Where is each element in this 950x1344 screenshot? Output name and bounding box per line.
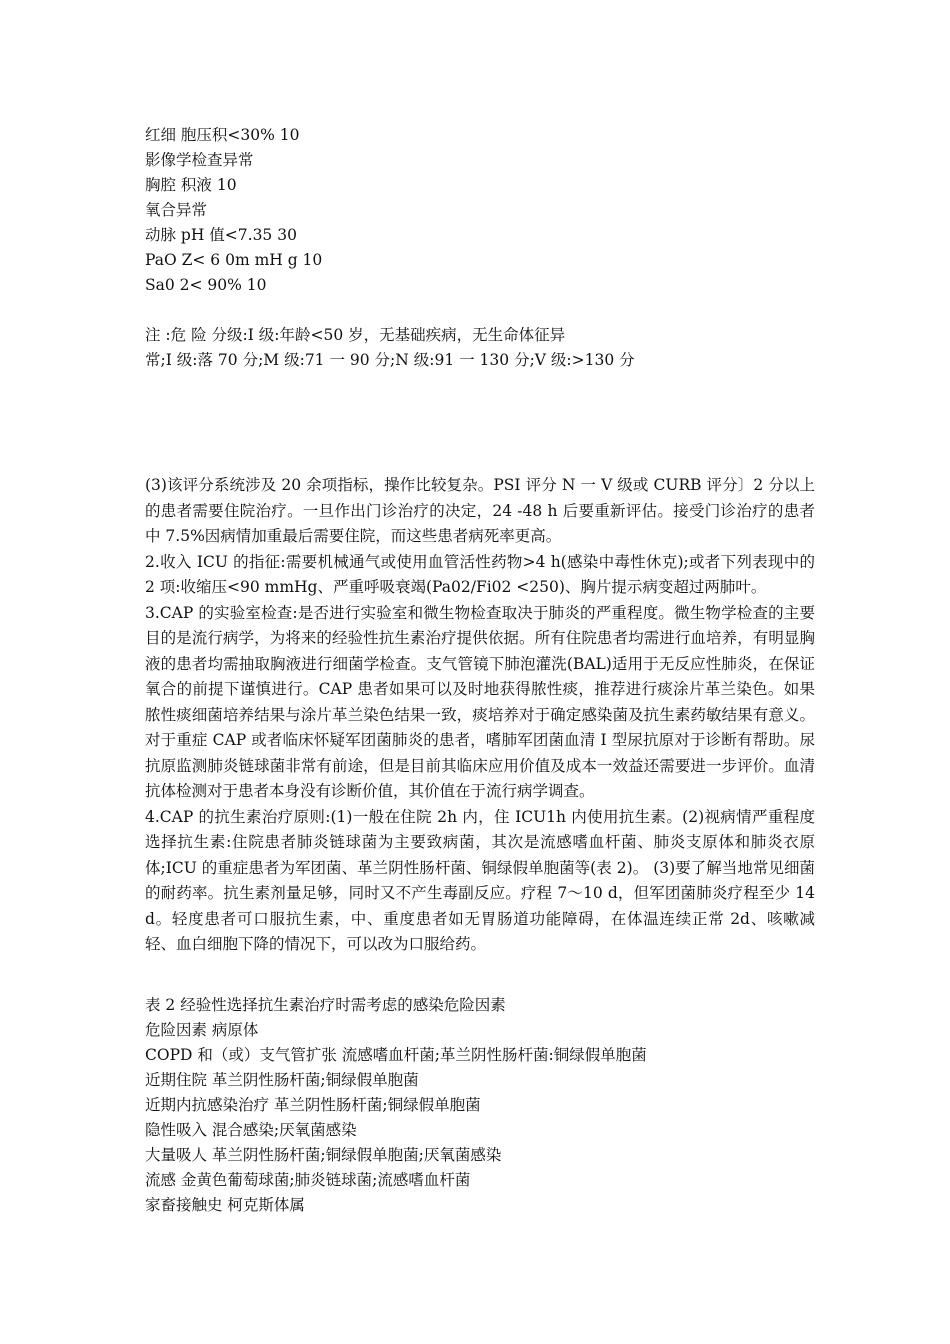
table-row: 大量吸人 革兰阴性肠杆菌;铜绿假单胞菌;厌氧菌感染 [145,1146,502,1164]
list-item: 影像学检查异常 [145,151,254,169]
table-row: 家畜接触史 柯克斯体属 [145,1196,305,1214]
table-row: 隐性吸入 混合感染;厌氧菌感染 [145,1121,357,1139]
list-item: 胸腔 积液 10 [145,176,237,194]
risk-grade-note [145,323,815,373]
table-header: 危险因素 病原体 [145,1021,259,1039]
table-2 [145,993,815,1218]
paragraph-psi-evaluation: (3)该评分系统涉及 20 余项指标，操作比较复杂。PSI 评分 N 一 V 级或 CURB 评分〕2 分以上的患者需要住院治疗。一旦作出门诊治疗的决定，24 -48 h 后要重新评估。接受门诊治疗的患者中 7.5%因病情加重最后需要住院，而这些患者病死率更高。 [145,476,815,545]
paragraph-antibiotic-principles: 4.CAP 的抗生素治疗原则:(1)一般在住院 2h 内，住 ICU1h 内使用抗生素。(2)视病情严重程度选择抗生素:住院患者肺炎链球菌为主要致病菌，其次是流感嗜血杆菌、肺炎支原体和肺炎衣原体;ICU 的重症患者为军团菌、革兰阴性肠杆菌、铜绿假单胞菌等(表 2)。 (3)要了解当地常见细菌的耐药率。抗生素剂量足够，同时又不产生毒副反应。疗程 7～10 d，但军团菌肺炎疗程至少 14 d。轻度患者可口服抗生素，中、重度患者如无胃肠道功能障碍，在体温连续正常 2d、咳嗽减轻、血白细胞下降的情况下，可以改为口服给药。 [145,807,815,953]
table-title: 表 2 经验性选择抗生素治疗时需考虑的感染危险因素 [145,996,506,1014]
list-item: 红细 胞压积<30% 10 [145,126,300,144]
note-line: 注 :危 险 分级:I 级:年龄<50 岁，无基础疾病，无生命体征异 [145,326,566,344]
paragraph-lab-tests: 3.CAP 的实验室检查:是否进行实验室和微生物检查取决于肺炎的严重程度。微生物学检查的主要目的是流行病学，为将来的经验性抗生素治疗提供依据。所有住院患者均需进行血培养，有明显胸液的患者均需抽取胸液进行细菌学检查。支气管镜下肺泡灌洗(BAL)适用于无反应性肺炎，在保证氧合的前提下谨慎进行。CAP 患者如果可以及时地获得脓性痰，推荐进行痰涂片革兰染色。如果脓性痰细菌培养结果与涂片革兰染色结果一致，痰培养对于确定感染菌及抗生素药敏结果有意义。对于重症 CAP 或者临床怀疑军团菌肺炎的患者，嗜肺军团菌血清 I 型尿抗原对于诊断有帮助。尿抗原监测肺炎链球菌非常有前途，但是目前其临床应用价值及成本一效益还需要进一步评价。血清抗体检测对于患者本身没有诊断价值，其价值在于流行病学调查。 [145,603,815,800]
table-row: 近期住院 革兰阴性肠杆菌;铜绿假单胞菌 [145,1071,419,1089]
list-item: 动脉 pH 值<7.35 30 [145,226,297,244]
body-text [145,473,815,958]
table-row: COPD 和（或）支气管扩张 流感嗜血杆菌;革兰阴性肠杆菌:铜绿假单胞菌 [145,1046,647,1064]
risk-score-list [145,123,815,298]
table-row: 流感 金黄色葡萄球菌;肺炎链球菌;流感嗜血杆菌 [145,1171,471,1189]
list-item: 氧合异常 [145,201,208,219]
note-line: 常;I 级:落 70 分;M 级:71 一 90 分;N 级:91 一 130 分;V 级:>130 分 [145,351,635,369]
list-item: Sa0 2< 90% 10 [145,276,267,294]
list-item: PaO Z< 6 0m mH g 10 [145,251,323,269]
table-row: 近期内抗感染治疗 革兰阴性肠杆菌;铜绿假单胞菌 [145,1096,481,1114]
paragraph-icu-criteria: 2.收入 ICU 的指征:需要机械通气或使用血管活性药物>4 h(感染中毒性休克);或者下列表现中的 2 项:收缩压<90 mmHg、严重呼吸衰竭(Pa02/Fi02 <250)、胸片提示病变超过两肺叶。 [145,552,815,596]
